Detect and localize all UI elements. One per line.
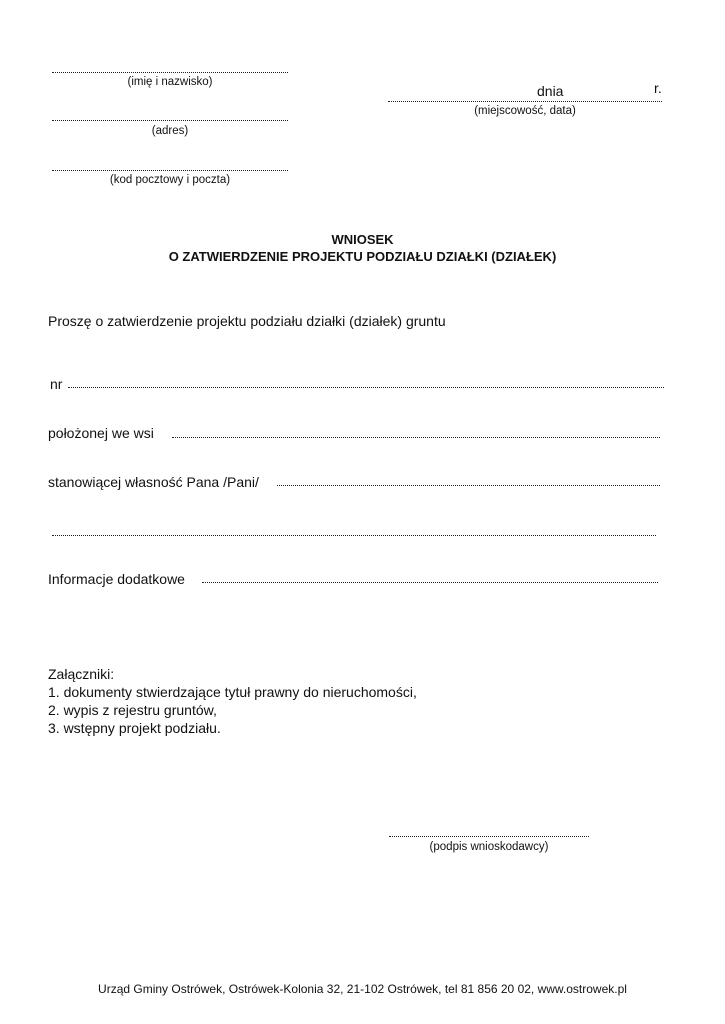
attachment-item: 2. wypis z rejestru gruntów,: [48, 702, 217, 718]
attachment-item: 3. wstępny projekt podziału.: [48, 720, 221, 736]
place-date-caption: (miejscowość, data): [474, 105, 576, 117]
location-label: położonej we wsi: [48, 425, 154, 441]
year-suffix: r.: [654, 80, 662, 96]
place-date-field-line[interactable]: [388, 101, 662, 102]
owner-label: stanowiącej własność Pana /Pani/: [48, 474, 259, 490]
day-label: dnia: [537, 83, 564, 99]
owner-continuation-line[interactable]: [52, 535, 656, 536]
name-field-line[interactable]: [52, 72, 288, 73]
footer-contact: Urząd Gminy Ostrówek, Ostrówek-Kolonia 32, 21-102 Ostrówek, tel 81 856 20 02, www.ostrowek.pl: [98, 982, 627, 996]
location-field-line[interactable]: [172, 437, 660, 438]
nr-field-line[interactable]: [68, 387, 664, 388]
document-subtitle: O ZATWIERDZENIE PROJEKTU PODZIAŁU DZIAŁKI (DZIAŁEK): [168, 249, 557, 264]
address-caption: (adres): [151, 125, 189, 137]
signature-field-line[interactable]: [389, 836, 589, 837]
address-field-line[interactable]: [52, 120, 288, 121]
nr-label: nr: [50, 376, 63, 392]
attachments-heading: Załączniki:: [48, 666, 115, 682]
attachment-item: 1. dokumenty stwierdzające tytuł prawny do nieruchomości,: [48, 684, 417, 700]
document-title: WNIOSEK: [331, 232, 394, 247]
postal-field-line[interactable]: [52, 170, 288, 171]
additional-info-field-line[interactable]: [202, 582, 658, 583]
additional-info-label: Informacje dodatkowe: [48, 571, 185, 587]
postal-caption: (kod pocztowy i poczta): [109, 174, 231, 186]
owner-field-line[interactable]: [277, 485, 660, 486]
request-text: Proszę o zatwierdzenie projektu podziału działki (działek) gruntu: [48, 313, 446, 329]
name-caption: (imię i nazwisko): [127, 76, 213, 88]
signature-caption: (podpis wnioskodawcy): [429, 841, 549, 853]
